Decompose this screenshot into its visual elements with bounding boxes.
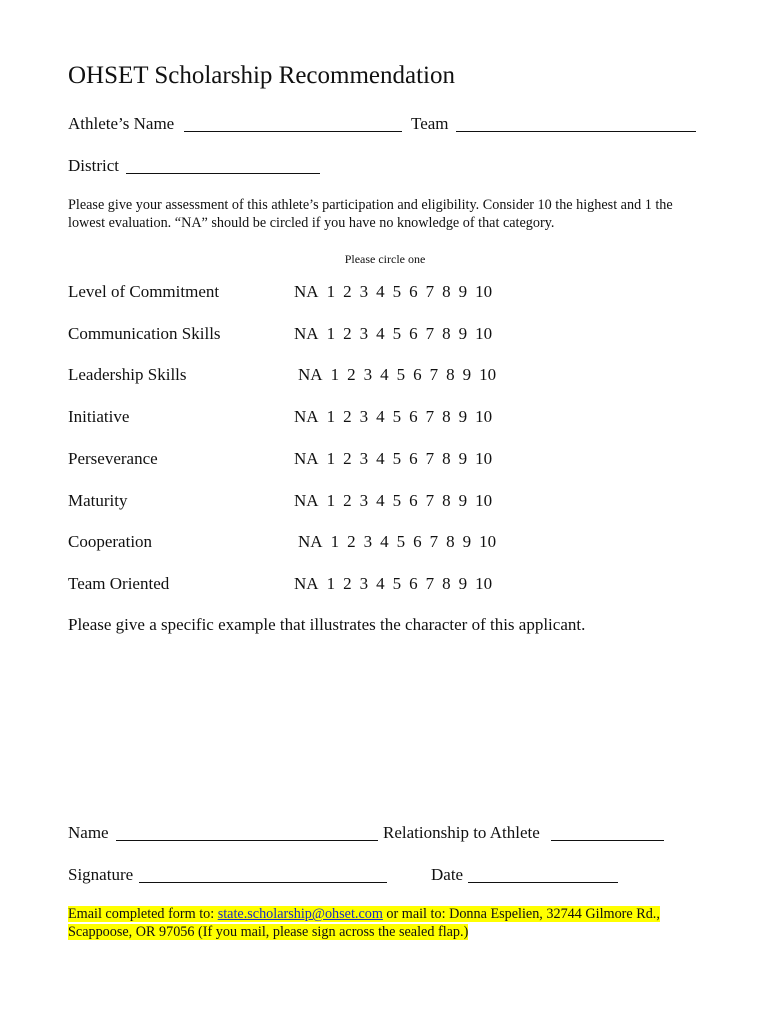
rating-option[interactable]: 7 <box>425 449 435 468</box>
district-field[interactable] <box>126 173 320 174</box>
rating-scale <box>298 532 496 552</box>
signature-label: Signature <box>68 865 134 884</box>
signature-field[interactable] <box>139 882 387 883</box>
rating-option[interactable]: 4 <box>376 491 385 510</box>
rating-option[interactable]: 3 <box>359 407 369 426</box>
rating-option[interactable]: 4 <box>376 574 385 593</box>
rating-option[interactable]: NA <box>294 491 319 510</box>
rating-option[interactable]: 5 <box>392 282 402 301</box>
rating-option[interactable]: NA <box>298 532 323 551</box>
rating-option[interactable]: 1 <box>326 324 336 343</box>
rating-option[interactable]: 7 <box>425 282 435 301</box>
relationship-label: Relationship to Athlete <box>383 823 540 842</box>
rating-option[interactable]: 1 <box>326 449 336 468</box>
rating-option[interactable]: 9 <box>458 407 468 426</box>
rating-option[interactable]: 1 <box>326 574 336 593</box>
athlete-name-field[interactable] <box>184 131 402 132</box>
rating-option[interactable]: 2 <box>343 324 352 343</box>
rating-option[interactable]: 9 <box>458 449 468 468</box>
rating-option[interactable]: 6 <box>409 491 418 510</box>
rating-option[interactable]: 4 <box>380 532 389 551</box>
rating-option[interactable]: 8 <box>442 407 451 426</box>
rating-scale <box>298 365 496 385</box>
name-field[interactable] <box>116 840 378 841</box>
rating-option[interactable]: 5 <box>392 449 402 468</box>
rating-option[interactable]: 8 <box>442 574 451 593</box>
email-link[interactable]: state.scholarship@ohset.com <box>217 906 383 922</box>
rating-option[interactable]: 9 <box>462 532 472 551</box>
rating-option[interactable]: 9 <box>458 324 468 343</box>
rating-option[interactable]: 2 <box>343 574 352 593</box>
rating-option[interactable]: 1 <box>330 365 340 384</box>
submission-instructions <box>68 905 688 941</box>
rating-option[interactable]: 6 <box>413 365 422 384</box>
criterion-label: Leadership Skills <box>68 365 187 384</box>
rating-option[interactable]: 3 <box>359 282 369 301</box>
page-title: OHSET Scholarship Recommendation <box>68 62 455 89</box>
rating-option[interactable]: NA <box>294 449 319 468</box>
rating-option[interactable]: 2 <box>343 491 352 510</box>
rating-option[interactable]: 10 <box>475 407 493 426</box>
rating-option[interactable]: 5 <box>396 365 406 384</box>
rating-option[interactable]: 8 <box>446 365 455 384</box>
example-answer-area[interactable] <box>68 648 698 808</box>
relationship-field[interactable] <box>551 840 664 841</box>
athlete-name-label: Athlete’s Name <box>68 114 175 133</box>
rating-option[interactable]: 10 <box>475 282 493 301</box>
rating-option[interactable]: 10 <box>475 324 493 343</box>
rating-option[interactable]: NA <box>294 324 319 343</box>
criterion-label: Level of Commitment <box>68 282 220 301</box>
rating-option[interactable]: 2 <box>343 282 352 301</box>
rating-option[interactable]: 9 <box>462 365 472 384</box>
rating-option[interactable]: 8 <box>446 532 455 551</box>
rating-option[interactable]: 2 <box>347 532 356 551</box>
rating-option[interactable]: 3 <box>363 532 373 551</box>
name-label: Name <box>68 823 109 842</box>
circle-instruction: Please circle one <box>344 252 426 266</box>
criterion-label: Cooperation <box>68 532 153 551</box>
rating-option[interactable]: 5 <box>392 407 402 426</box>
criterion-label: Perseverance <box>68 449 158 468</box>
rating-option[interactable]: 7 <box>425 407 435 426</box>
rating-option[interactable]: 9 <box>458 574 468 593</box>
rating-option[interactable]: 6 <box>409 282 418 301</box>
team-field[interactable] <box>456 131 696 132</box>
rating-option[interactable]: 3 <box>359 574 369 593</box>
rating-option[interactable]: 7 <box>429 532 439 551</box>
criterion-label: Maturity <box>68 491 128 510</box>
rating-option[interactable]: 3 <box>359 324 369 343</box>
intro-instructions: Please give your assessment of this athlete’s participation and eligibility. Consider 10 the highest and 1 the lowest evaluation. “NA” should be circled if you have no knowledge of that category. <box>68 197 673 231</box>
rating-option[interactable]: 1 <box>326 282 336 301</box>
rating-option[interactable]: 8 <box>442 449 451 468</box>
rating-option[interactable]: 3 <box>363 365 373 384</box>
criterion-label: Team Oriented <box>68 574 170 593</box>
rating-option[interactable]: 5 <box>396 532 406 551</box>
rating-option[interactable]: 6 <box>409 574 418 593</box>
rating-option[interactable]: 6 <box>409 407 418 426</box>
date-label: Date <box>431 865 464 884</box>
rating-option[interactable]: 7 <box>425 491 435 510</box>
rating-option[interactable]: 3 <box>359 491 369 510</box>
rating-option[interactable]: 4 <box>376 282 385 301</box>
rating-scale <box>294 282 492 302</box>
rating-scale <box>294 449 492 469</box>
rating-option[interactable]: 10 <box>479 532 497 551</box>
rating-option[interactable]: 9 <box>458 282 468 301</box>
rating-scale <box>294 407 492 427</box>
rating-option[interactable]: 5 <box>392 491 402 510</box>
rating-option[interactable]: 10 <box>475 574 493 593</box>
rating-option[interactable]: 4 <box>376 324 385 343</box>
rating-option[interactable]: 10 <box>475 491 493 510</box>
example-prompt: Please give a specific example that illustrates the character of this applicant. <box>68 615 586 634</box>
rating-option[interactable]: 9 <box>458 491 468 510</box>
footer-suffix: or mail to: Donna Espelien, 32744 Gilmore Rd., Scappoose, OR 97056 (If you mail, please sign across the sealed flap.) <box>68 906 660 940</box>
rating-option[interactable]: 1 <box>326 407 336 426</box>
rating-option[interactable]: 6 <box>413 532 422 551</box>
rating-option[interactable]: 6 <box>409 449 418 468</box>
district-label: District <box>68 156 119 175</box>
rating-option[interactable]: 10 <box>479 365 497 384</box>
rating-option[interactable]: 4 <box>380 365 389 384</box>
rating-option[interactable]: 1 <box>326 491 336 510</box>
rating-option[interactable]: 2 <box>347 365 356 384</box>
team-label: Team <box>411 114 449 133</box>
rating-option[interactable]: NA <box>294 574 319 593</box>
rating-option[interactable]: 8 <box>442 324 451 343</box>
rating-option[interactable]: 2 <box>343 407 352 426</box>
rating-option[interactable]: NA <box>298 365 323 384</box>
rating-option[interactable]: 1 <box>330 532 340 551</box>
rating-scale <box>294 324 492 344</box>
rating-scale <box>294 491 492 511</box>
rating-option[interactable]: 3 <box>359 449 369 468</box>
criterion-label: Communication Skills <box>68 324 221 343</box>
rating-scale <box>294 574 492 594</box>
rating-option[interactable]: 7 <box>425 574 435 593</box>
footer-prefix: Email completed form to: <box>68 906 218 922</box>
criterion-label: Initiative <box>68 407 130 426</box>
rating-option[interactable]: 8 <box>442 282 451 301</box>
rating-option[interactable]: 8 <box>442 491 451 510</box>
rating-option[interactable]: 6 <box>409 324 418 343</box>
rating-option[interactable]: 4 <box>376 407 385 426</box>
rating-option[interactable]: 5 <box>392 324 402 343</box>
rating-option[interactable]: NA <box>294 407 319 426</box>
rating-option[interactable]: 5 <box>392 574 402 593</box>
rating-option[interactable]: NA <box>294 282 319 301</box>
date-field[interactable] <box>468 882 618 883</box>
rating-option[interactable]: 2 <box>343 449 352 468</box>
rating-option[interactable]: 7 <box>425 324 435 343</box>
rating-option[interactable]: 10 <box>475 449 493 468</box>
rating-option[interactable]: 4 <box>376 449 385 468</box>
rating-option[interactable]: 7 <box>429 365 439 384</box>
